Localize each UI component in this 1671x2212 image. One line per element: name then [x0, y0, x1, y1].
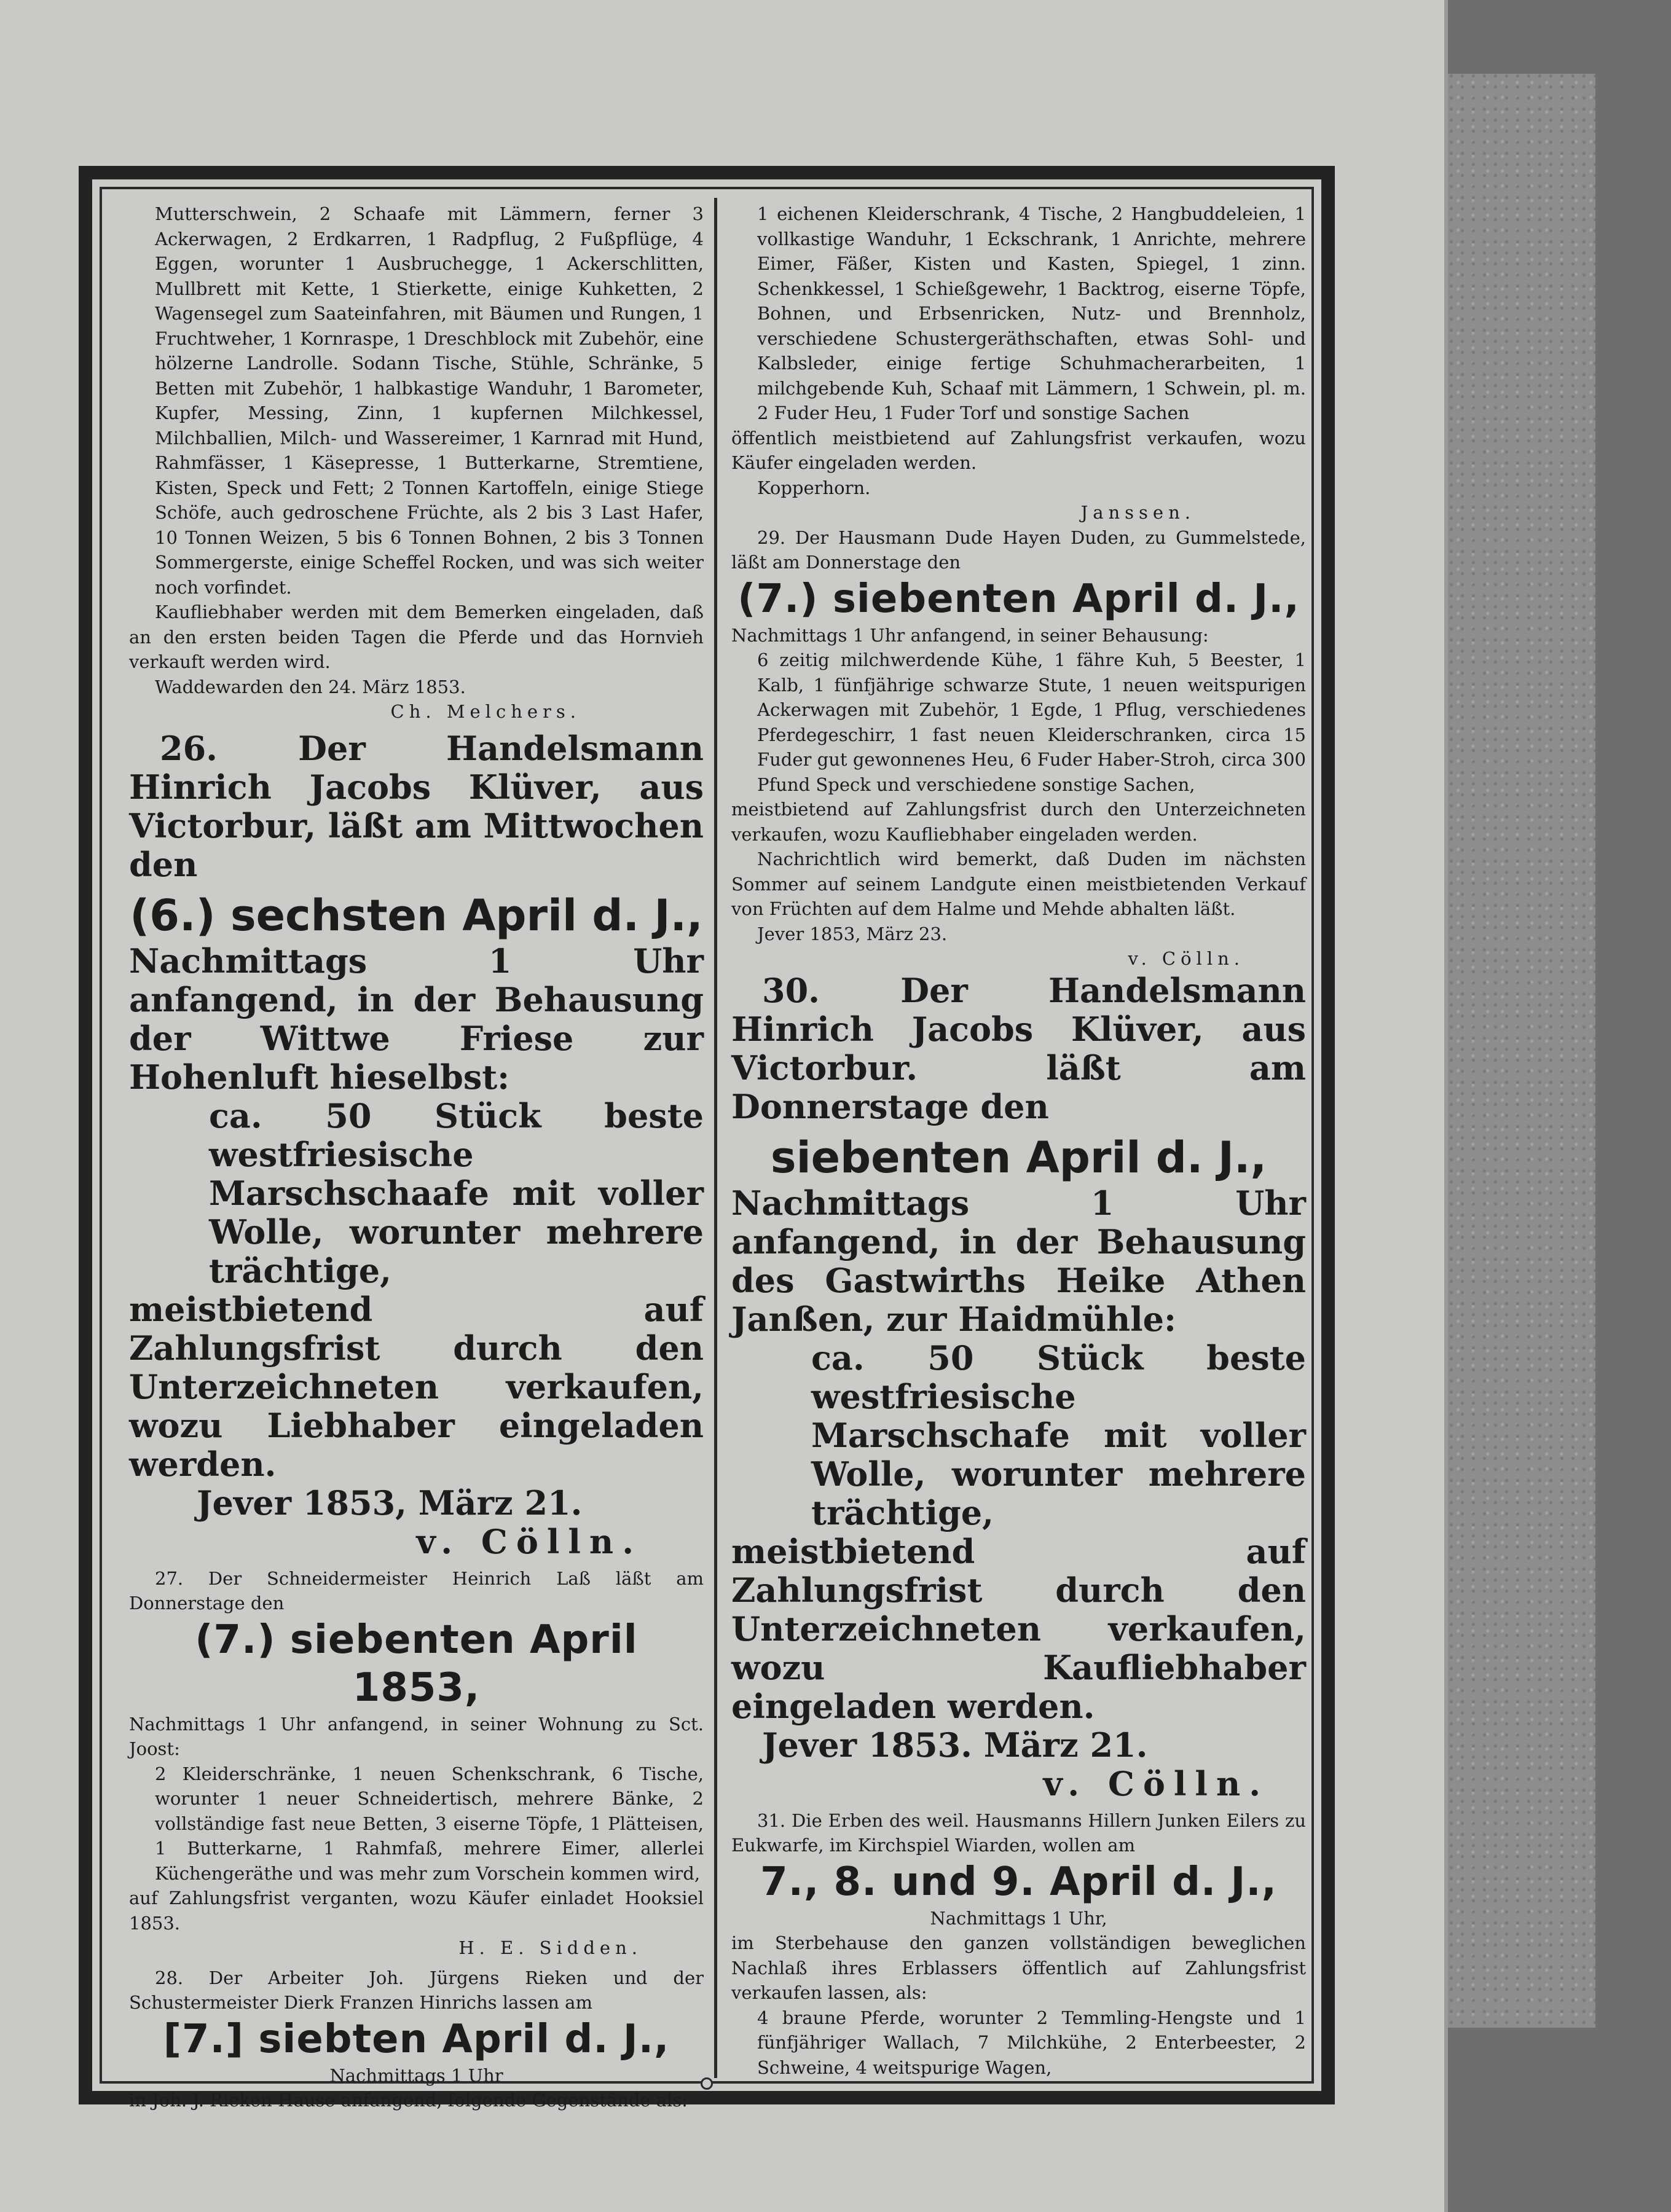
- notice-29-place-date: Jever 1853, März 23.: [757, 923, 948, 944]
- notice-27-items: 2 Kleiderschränke, 1 neuen Schenkschrank, 6 Tische, worunter 1 neuer Schneidertisch, mehrere Bänke, 2 vollständige fast neue Betten, 3 eiserne Töpfe, 1 Plätteisen, 1 Butterkarne, 1 Rahmfaß, mehrere Eimer, allerlei Küchengeräthe und was mehr zum Vorschein kommen wird,: [155, 1763, 704, 1884]
- left-signature: Ch. Melchers.: [390, 701, 581, 722]
- right-intro-items: 1 eichenen Kleiderschrank, 4 Tische, 2 Hangbuddeleien, 1 vollkastige Wanduhr, 1 Eckschrank, 1 Anrichte, mehrere Eimer, Fäßer, Kisten und Kasten, Spiegel, 1 zinn. Schenkkessel, 1 Schießgewehr, 1 Backtrog, eiserne Töpfe, Bohnen, und Erbsenricken, Nutz- und Brennholz, verschiedene Schustergeräthschaften, etwas Sohl- und Kalbsleder, einige fertige Schuhmacherarbeiten, 1 milchgebende Kuh, Schaaf mit Lämmern, 1 Schwein, pl. m. 2 Fuder Heu, 1 Fuder Torf und sonstige Sachen: [757, 203, 1306, 423]
- notice-31-intro: 31. Die Erben des weil. Hausmanns Hillern Junken Eilers zu Eukwarfe, im Kirchspiel Wiarden, wollen am: [731, 1810, 1306, 1856]
- notice-27-signature: H. E. Sidden.: [458, 1937, 642, 1958]
- column-divider: [714, 198, 717, 2078]
- notice-26-date: (6.) sechsten April d. J.,: [130, 890, 703, 941]
- notice-29-note: Nachrichtlich wird bemerkt, daß Duden im nächsten Sommer auf seinem Landgute einen meistbietenden Verkauf von Früchten auf dem Halme und Mehde abhalten läßt.: [731, 849, 1306, 919]
- notice-29-signature: v. Cölln.: [1128, 948, 1244, 969]
- notice-27-intro: 27. Der Schneidermeister Heinrich Laß läßt am Donnerstage den: [129, 1567, 704, 1614]
- notice-26-place-date: Jever 1853, März 21.: [197, 1483, 583, 1523]
- notice-30-intro: 30. Der Handelsmann Hinrich Jacobs Klüver, aus Victorbur. läßt am Donnerstage den: [731, 970, 1306, 1126]
- notice-26-signature: v. Cölln.: [416, 1521, 642, 1561]
- notice-30-signature: v. Cölln.: [1043, 1763, 1269, 1803]
- left-note: Kaufliebhaber werden mit dem Bemerken eingeladen, daß an den ersten beiden Tagen die Pferde und das Hornvieh verkauft werden wird.: [129, 602, 704, 672]
- notice-26-time: Nachmittags 1 Uhr anfangend, in der Behausung der Wittwe Friese zur Hohenluft hieselbst:: [129, 941, 704, 1097]
- right-column: [731, 202, 1306, 2080]
- notice-31-close: im Sterbehause den ganzen vollständigen beweglichen Nachlaß ihres Erblassers öffentlich auf Zahlungsfrist verkaufen lassen, als:: [731, 1932, 1306, 2003]
- notice-28-date: [7.] siebten April d. J.,: [163, 2016, 670, 2062]
- notice-29-time: Nachmittags 1 Uhr anfangend, in seiner Behausung:: [731, 624, 1209, 646]
- right-intro-place: Kopperhorn.: [757, 477, 871, 498]
- notice-28-intro: 28. Der Arbeiter Joh. Jürgens Rieken und der Schustermeister Dierk Franzen Hinrichs lassen am: [129, 1967, 704, 2013]
- notice-28-close: in Joh. J. Rieken Hause anfangend, folgende Gegenstände als:: [129, 2090, 688, 2111]
- notice-30-close: meistbietend auf Zahlungsfrist durch den Unterzeichneten verkaufen, wozu Kaufliebhaber eingeladen werden.: [731, 1531, 1306, 1726]
- notice-30-place-date: Jever 1853. März 21.: [762, 1725, 1148, 1765]
- notice-26-intro: 26. Der Handelsmann Hinrich Jacobs Klüver, aus Victorbur, läßt am Mittwochen den: [129, 728, 704, 884]
- notice-26-item: ca. 50 Stück beste westfriesische Marschschaafe mit voller Wolle, worunter mehrere trächtige,: [209, 1096, 704, 1290]
- notice-31-time: Nachmittags 1 Uhr,: [930, 1907, 1107, 1929]
- notice-28-time: Nachmittags 1 Uhr: [329, 2065, 503, 2086]
- notice-29-intro: 29. Der Hausmann Dude Hayen Duden, zu Gummelstede, läßt am Donnerstage den: [731, 527, 1306, 573]
- notice-30-time: Nachmittags 1 Uhr anfangend, in der Behausung des Gastwirths Heike Athen Janßen, zur Haidmühle:: [731, 1183, 1306, 1339]
- notice-29-date: (7.) siebenten April d. J.,: [737, 576, 1300, 622]
- notice-27-time: Nachmittags 1 Uhr anfangend, in seiner Wohnung zu Sct. Joost:: [129, 1713, 704, 1759]
- notice-27-date: (7.) siebenten April 1853,: [195, 1617, 638, 1711]
- notice-frame: [79, 166, 1335, 2111]
- notice-30-item: ca. 50 Stück beste westfriesische Marschschafe mit voller Wolle, worunter mehrere trächtige,: [811, 1338, 1306, 1532]
- notice-31-date: 7., 8. und 9. April d. J.,: [760, 1859, 1277, 1905]
- right-intro-signature: Janssen.: [1080, 502, 1195, 523]
- notice-29-items: 6 zeitig milchwerdende Kühe, 1 fähre Kuh, 5 Beester, 1 Kalb, 1 fünfjährige schwarze Stute, 1 neuen weitspurigen Ackerwagen mit Zubehör, 1 Egde, 1 Pflug, verschiedenes Pferdegeschirr, 1 fast neuen Kleiderschranken, circa 15 Fuder gut gewonnenes Heu, 6 Fuder Haber-Stroh, circa 300 Pfund Speck und verschiedene sonstige Sachen,: [757, 649, 1306, 795]
- notice-27-close: auf Zahlungsfrist verganten, wozu Käufer einladet Hooksiel 1853.: [129, 1888, 704, 1934]
- notice-31-items: 4 braune Pferde, worunter 2 Temmling-Hengste und 1 fünfjähriger Wallach, 7 Milchkühe, 2 Enterbeester, 2 Schweine, 4 weitspurige Wagen,: [757, 2007, 1306, 2078]
- left-column: [129, 202, 704, 2113]
- right-intro-close: öffentlich meistbietend auf Zahlungsfrist verkaufen, wozu Käufer eingeladen werden.: [731, 427, 1306, 473]
- notice-29-close: meistbietend auf Zahlungsfrist durch den Unterzeichneten verkaufen, wozu Kaufliebhaber eingeladen werden.: [731, 799, 1306, 845]
- notice-30-date: siebenten April d. J.,: [770, 1132, 1267, 1183]
- left-place-date: Waddewarden den 24. März 1853.: [155, 676, 466, 697]
- notice-26-close: meistbietend auf Zahlungsfrist durch den Unterzeichneten verkaufen, wozu Liebhaber eingeladen werden.: [129, 1289, 704, 1484]
- book-edge: [1448, 74, 1595, 2028]
- left-intro-items: Mutterschwein, 2 Schaafe mit Lämmern, ferner 3 Ackerwagen, 2 Erdkarren, 1 Radpflug, 2 Fußpflüge, 4 Eggen, worunter 1 Ausbruchegge, 1 Ackerschlitten, Mullbrett mit Kette, 1 Stierkette, einige Kuhketten, 2 Wagensegel zum Saateinfahren, mit Bäumen und Rungen, 1 Fruchtweher, 1 Kornraspe, 1 Dreschblock mit Zubehör, eine hölzerne Landrolle. Sodann Tische, Stühle, Schränke, 5 Betten mit Zubehör, 1 halbkastige Wanduhr, 1 Barometer, Kupfer, Messing, Zinn, 1 kupfernen Milchkessel, Milchballien, Milch- und Wassereimer, 1 Karnrad mit Hund, Rahmfässer, 1 Käsepresse, 1 Butterkarne, Stremtiene, Kisten, Speck und Fett; 2 Tonnen Kartoffeln, einige Stiege Schöfe, auch gedroschene Früchte, als 2 bis 3 Last Hafer, 10 Tonnen Weizen, 5 bis 6 Tonnen Bohnen, 2 bis 3 Tonnen Sommergerste, einige Scheffel Rocken, und was sich weiter noch vorfindet.: [155, 203, 704, 598]
